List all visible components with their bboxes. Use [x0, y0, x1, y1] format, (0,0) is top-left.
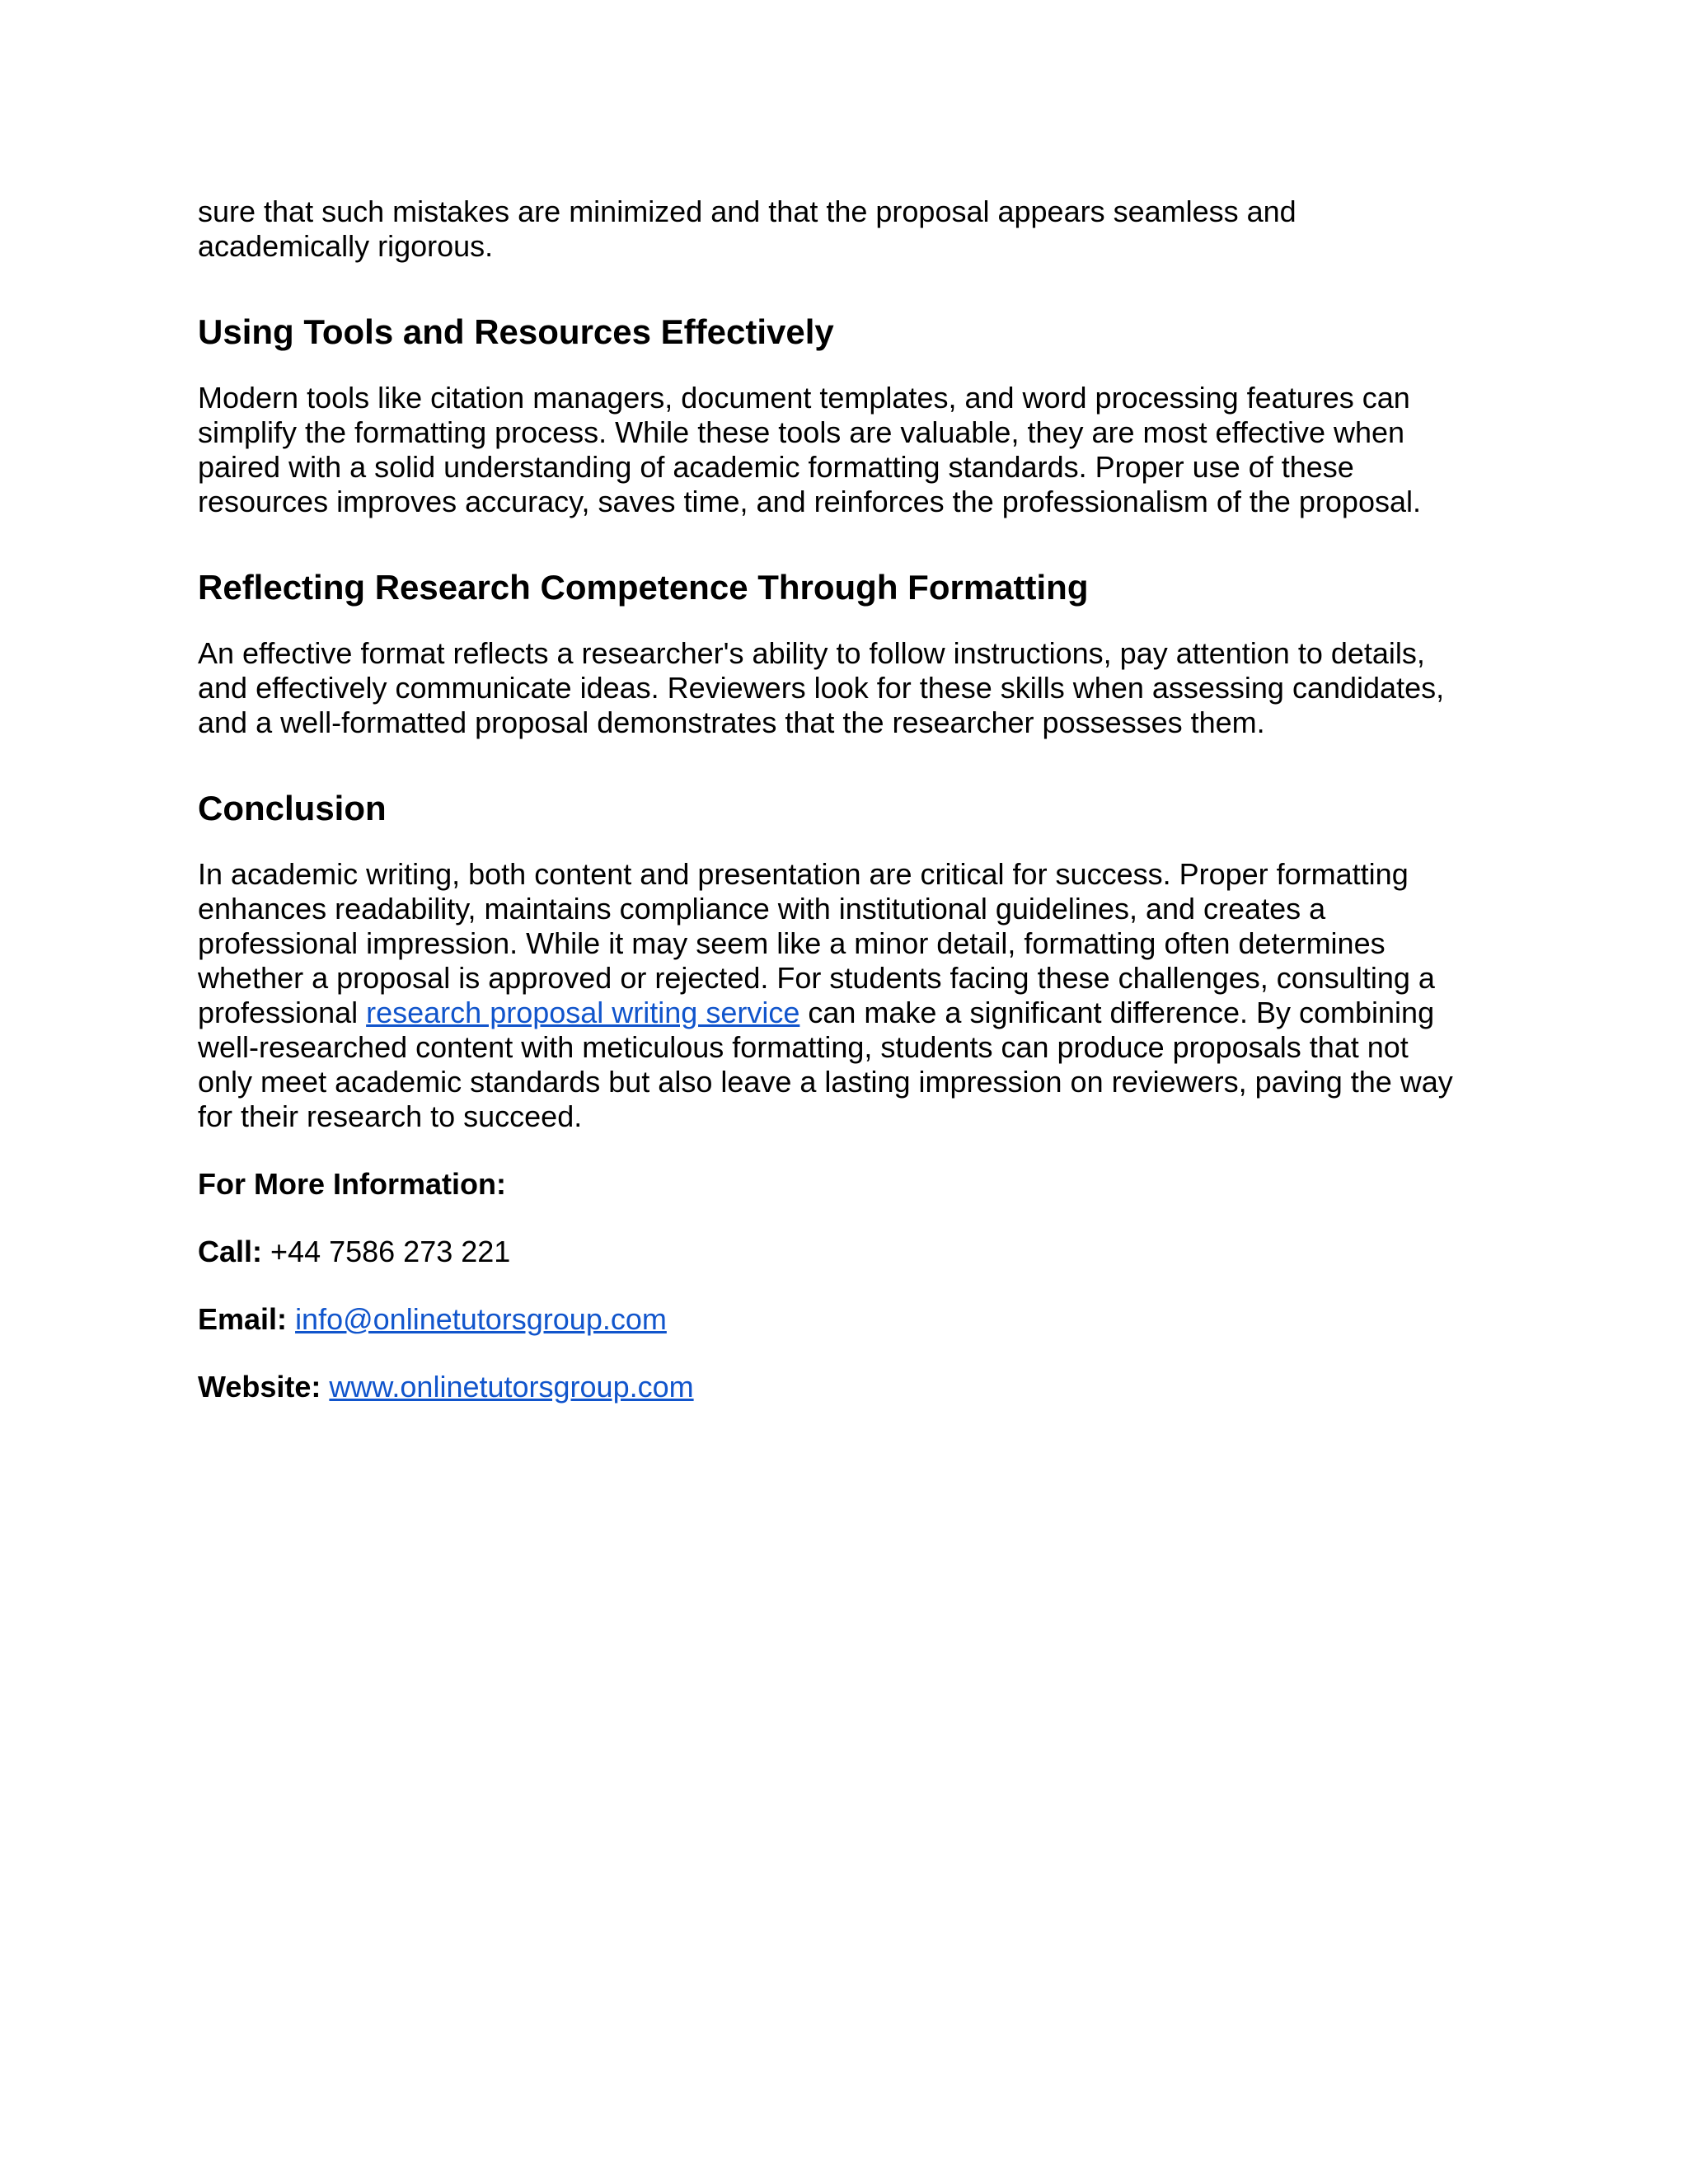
- website-line: [198, 1370, 1500, 1404]
- paragraph-line: professional impression. While it may seem like a minor detail, formatting often determines: [198, 926, 1386, 960]
- website-link[interactable]: www.onlinetutorsgroup.com: [329, 1370, 694, 1404]
- paragraph-line: only meet academic standards but also leave a lasting impression on reviewers, paving the way: [198, 1065, 1453, 1099]
- section-paragraph-reflecting: [198, 636, 1500, 740]
- section-paragraph-tools: [198, 381, 1500, 519]
- website-label: Website:: [198, 1370, 321, 1404]
- more-information-heading: For More Information:: [198, 1167, 506, 1201]
- paragraph-line: Modern tools like citation managers, document templates, and word processing features can: [198, 381, 1410, 415]
- paragraph-line: for their research to succeed.: [198, 1099, 583, 1133]
- section-paragraph-conclusion: [198, 857, 1500, 1134]
- email-line: [198, 1302, 1500, 1337]
- paragraph-line: paired with a solid understanding of academic formatting standards. Proper use of these: [198, 450, 1354, 484]
- paragraph-line: An effective format reflects a researcher's ability to follow instructions, pay attention to details,: [198, 636, 1425, 670]
- paragraph-line: and effectively communicate ideas. Reviewers look for these skills when assessing candidates,: [198, 671, 1445, 705]
- intro-line: sure that such mistakes are minimized and that the proposal appears seamless and: [198, 194, 1296, 228]
- email-link[interactable]: info@onlinetutorsgroup.com: [295, 1302, 667, 1336]
- call-value: +44 7586 273 221: [262, 1235, 511, 1268]
- intro-paragraph: [198, 194, 1500, 264]
- paragraph-line: In academic writing, both content and presentation are critical for success. Proper formatting: [198, 857, 1409, 891]
- paragraph-line: whether a proposal is approved or rejected. For students facing these challenges, consulting a: [198, 961, 1435, 995]
- paragraph-line: well-researched content with meticulous formatting, students can produce proposals that not: [198, 1030, 1409, 1064]
- section-heading-tools: Using Tools and Resources Effectively: [198, 312, 834, 351]
- call-label: Call:: [198, 1235, 263, 1268]
- document-page: [198, 194, 1500, 1404]
- research-proposal-service-link[interactable]: research proposal writing service: [366, 996, 800, 1029]
- intro-line: academically rigorous.: [198, 229, 494, 263]
- paragraph-line: simplify the formatting process. While these tools are valuable, they are most effective when: [198, 415, 1405, 449]
- paragraph-line: and a well-formatted proposal demonstrates that the researcher possesses them.: [198, 705, 1265, 739]
- paragraph-line-with-link: [198, 996, 1500, 1030]
- email-label: Email:: [198, 1302, 288, 1336]
- section-heading-conclusion: Conclusion: [198, 789, 387, 827]
- call-line: [198, 1235, 1500, 1269]
- section-heading-reflecting: Reflecting Research Competence Through Formatting: [198, 568, 1089, 607]
- paragraph-line: enhances readability, maintains compliance with institutional guidelines, and creates a: [198, 892, 1326, 926]
- paragraph-line: resources improves accuracy, saves time, and reinforces the professionalism of the proposal.: [198, 485, 1421, 518]
- link-line-before: professional: [198, 996, 367, 1029]
- link-line-after: can make a significant difference. By combining: [799, 996, 1435, 1029]
